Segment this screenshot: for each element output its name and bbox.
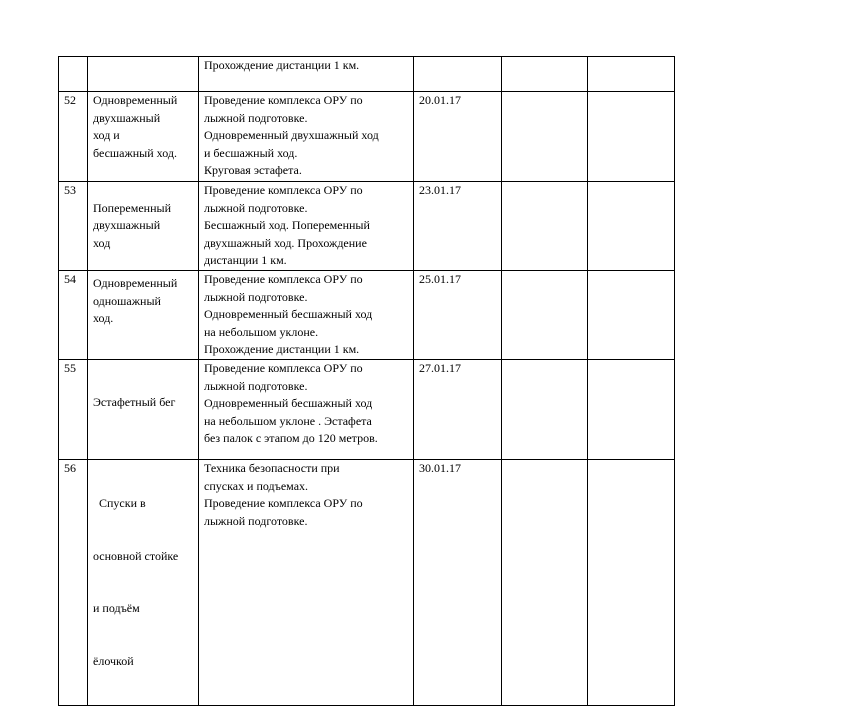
topic-line: бесшажный ход.	[93, 145, 177, 160]
lesson-topic	[88, 460, 199, 706]
topic-line: двухшажный	[93, 110, 161, 125]
topic-line: основной стойке	[93, 548, 179, 563]
empty-cell	[588, 360, 675, 460]
lesson-content: Прохождение дистанции 1 км.	[199, 57, 414, 92]
table-row	[59, 182, 675, 271]
lesson-topic	[88, 92, 199, 182]
table-row	[59, 360, 675, 460]
lesson-content: Техника безопасности при спусках и подъемах. Проведение комплекса ОРУ по лыжной подготовке.	[199, 460, 414, 706]
topic-line: двухшажный	[93, 218, 161, 232]
empty-cell	[502, 57, 588, 92]
empty-cell	[502, 92, 588, 182]
topic-line: ход	[93, 235, 111, 250]
empty-cell	[588, 182, 675, 271]
topic-line: и подъём	[93, 601, 140, 615]
lesson-date: 27.01.17	[414, 360, 502, 460]
empty-cell	[502, 182, 588, 271]
table-row	[59, 271, 675, 360]
lesson-number: 55	[59, 360, 88, 460]
lesson-number: 54	[59, 271, 88, 360]
table-row	[59, 57, 675, 92]
lesson-date: 25.01.17	[414, 271, 502, 360]
topic-line: ход и	[93, 128, 120, 142]
topic-line: Спуски в	[93, 496, 146, 510]
lesson-number: 52	[59, 92, 88, 182]
lesson-topic	[88, 360, 199, 460]
topic-line: Эстафетный бег	[93, 395, 176, 409]
lesson-number: 56	[59, 460, 88, 706]
lesson-date: 30.01.17	[414, 460, 502, 706]
lesson-date: 20.01.17	[414, 92, 502, 182]
lesson-content: Проведение комплекса ОРУ по лыжной подготовке. Одновременный бесшажный ход на небольшом уклоне. Прохождение дистанции 1 км.	[199, 271, 414, 360]
empty-cell	[588, 92, 675, 182]
lesson-number	[59, 57, 88, 92]
empty-cell	[502, 271, 588, 360]
lesson-date: 23.01.17	[414, 182, 502, 271]
empty-cell	[588, 57, 675, 92]
table-row	[59, 92, 675, 182]
lesson-content: Проведение комплекса ОРУ по лыжной подготовке. Одновременный бесшажный ход на небольшом уклоне . Эстафета без палок с этапом до 120 метров.	[199, 360, 414, 460]
lesson-number: 53	[59, 182, 88, 271]
lesson-content: Проведение комплекса ОРУ по лыжной подготовке. Одновременный двухшажный ход и бесшажный ход. Круговая эстафета.	[199, 92, 414, 182]
empty-cell	[502, 360, 588, 460]
topic-line: Попеременный	[93, 200, 171, 215]
topic-line: Одновременный	[93, 276, 178, 290]
table-row	[59, 460, 675, 706]
topic-line: Одновременный	[93, 93, 178, 107]
lesson-topic	[88, 271, 199, 360]
lesson-topic	[88, 57, 199, 92]
topic-line: ход.	[93, 311, 114, 325]
topic-line: ёлочкой	[93, 653, 134, 668]
empty-cell	[588, 460, 675, 706]
lesson-date	[414, 57, 502, 92]
empty-cell	[502, 460, 588, 706]
lesson-topic	[88, 182, 199, 271]
topic-line: одношажный	[93, 293, 161, 308]
empty-cell	[588, 271, 675, 360]
lesson-content: Проведение комплекса ОРУ по лыжной подготовке. Бесшажный ход. Попеременный двухшажный ход. Прохождение дистанции 1 км.	[199, 182, 414, 271]
lesson-plan-table	[58, 56, 675, 706]
